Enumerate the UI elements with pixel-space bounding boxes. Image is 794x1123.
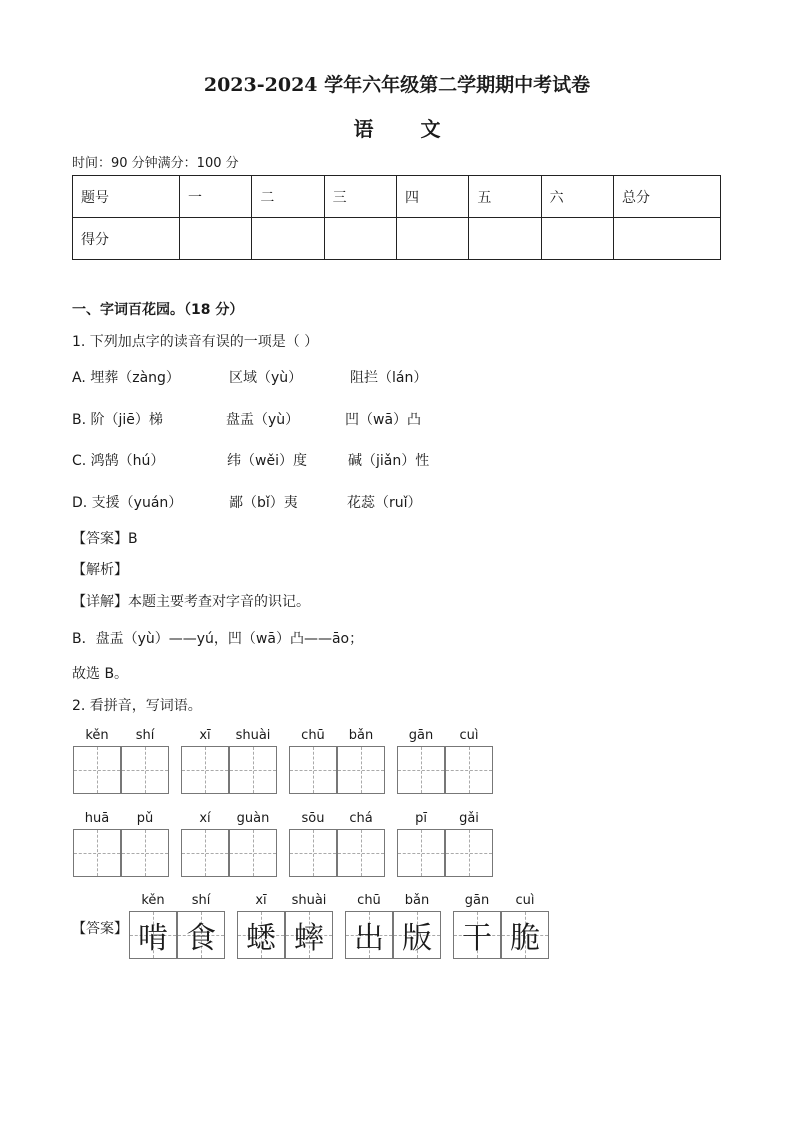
- score-input-cell[interactable]: [252, 218, 324, 260]
- pinyin-label: chá: [349, 811, 373, 826]
- writing-box[interactable]: [121, 829, 169, 877]
- writing-box[interactable]: [229, 829, 277, 877]
- table-cell: 五: [469, 176, 541, 218]
- answer-box: [501, 911, 549, 959]
- table-cell: 得分: [73, 218, 180, 260]
- writing-box[interactable]: [397, 746, 445, 794]
- score-input-cell[interactable]: [396, 218, 468, 260]
- option-a-item-2: 区域（yù）: [229, 370, 303, 386]
- table-cell: 题号: [73, 176, 180, 218]
- writing-box[interactable]: [121, 746, 169, 794]
- score-input-cell[interactable]: [614, 218, 721, 260]
- score-table-score-row: [73, 218, 721, 260]
- option-d-item-2: 鄙（bǐ）夷: [229, 495, 298, 511]
- writing-box[interactable]: [73, 746, 121, 794]
- option-a-item-3: 阻拦（lán）: [350, 370, 428, 386]
- pinyin-label: kěn: [85, 728, 109, 743]
- pinyin-label: pǔ: [136, 811, 154, 826]
- answer-box: [285, 911, 333, 959]
- answer-char: 出: [354, 921, 384, 956]
- writing-box[interactable]: [181, 746, 229, 794]
- score-input-cell[interactable]: [541, 218, 613, 260]
- analysis-label: 【解析】: [72, 562, 128, 578]
- option-c-item-2: 纬（wěi）度: [227, 453, 307, 469]
- answer-box: [177, 911, 225, 959]
- answer-box: [345, 911, 393, 959]
- pinyin-label: gān: [464, 893, 490, 908]
- pinyin-label: xí: [199, 811, 211, 826]
- pinyin-label: pī: [415, 811, 427, 826]
- answer-2-label: 【答案】: [72, 921, 128, 937]
- question-2-stem: 2. 看拼音，写词语。: [72, 698, 202, 714]
- answer-char: 版: [402, 921, 432, 956]
- answer-box: [237, 911, 285, 959]
- option-d-item-3: 花蕊（ruǐ）: [347, 495, 422, 511]
- pinyin-label: shí: [191, 893, 211, 908]
- pinyin-label: gān: [408, 728, 434, 743]
- answer-char: 干: [462, 921, 492, 956]
- writing-box[interactable]: [181, 829, 229, 877]
- pinyin-label: shuài: [291, 893, 327, 908]
- answer-box: [453, 911, 501, 959]
- option-c-item-1: C. 鸿鹄（hú）: [72, 453, 165, 469]
- detail-text: 【详解】本题主要考查对字音的识记。: [72, 594, 310, 610]
- table-cell: 三: [324, 176, 396, 218]
- table-cell: 六: [541, 176, 613, 218]
- score-table: [72, 175, 721, 260]
- pinyin-label: shuài: [235, 728, 271, 743]
- pinyin-label: bǎn: [404, 893, 430, 908]
- pinyin-label: sōu: [301, 811, 325, 826]
- writing-box[interactable]: [337, 746, 385, 794]
- table-cell: 一: [180, 176, 252, 218]
- exam-meta: 时间：90 分钟满分：100 分: [72, 156, 239, 171]
- option-b-item-2: 盘盂（yù）: [226, 412, 300, 428]
- answer-1: 【答案】B: [72, 531, 138, 547]
- writing-box[interactable]: [289, 746, 337, 794]
- option-b-item-1: B. 阶（jiē）梯: [72, 412, 163, 428]
- option-b-item-3: 凹（wā）凸: [345, 412, 422, 428]
- pinyin-label: chū: [301, 728, 325, 743]
- pinyin-label: kěn: [141, 893, 165, 908]
- answer-char: 脆: [510, 921, 540, 956]
- writing-box[interactable]: [229, 746, 277, 794]
- answer-char: 啃: [138, 921, 168, 956]
- writing-box[interactable]: [397, 829, 445, 877]
- pinyin-label: xī: [255, 893, 267, 908]
- table-cell: 四: [396, 176, 468, 218]
- answer-char: 食: [186, 921, 216, 956]
- score-input-cell[interactable]: [469, 218, 541, 260]
- writing-box[interactable]: [289, 829, 337, 877]
- answer-char: 蟀: [294, 921, 324, 956]
- answer-char: 蟋: [246, 921, 276, 956]
- exam-title: 2023-2024 学年六年级第二学期期中考试卷: [203, 74, 591, 96]
- answer-box: [129, 911, 177, 959]
- pinyin-label: gǎi: [459, 811, 479, 826]
- pinyin-label: cuì: [515, 893, 535, 908]
- writing-box[interactable]: [445, 829, 493, 877]
- subject-title: 语 文: [353, 117, 461, 141]
- score-table-header-row: [73, 176, 721, 218]
- pinyin-label: bǎn: [348, 728, 374, 743]
- pinyin-label: huā: [84, 811, 110, 826]
- pinyin-label: xī: [199, 728, 211, 743]
- conclusion-text: 故选 B。: [72, 666, 129, 682]
- pinyin-label: cuì: [459, 728, 479, 743]
- table-cell: 总分: [614, 176, 721, 218]
- pinyin-label: shí: [135, 728, 155, 743]
- pinyin-label: guàn: [236, 811, 270, 826]
- table-cell: 二: [252, 176, 324, 218]
- option-d-item-1: D. 支援（yuán）: [72, 495, 183, 511]
- writing-box[interactable]: [445, 746, 493, 794]
- explain-text: B．盘盂（yù）——yú，凹（wā）凸——āo；: [72, 631, 364, 647]
- writing-box[interactable]: [337, 829, 385, 877]
- section-heading: 一、字词百花园。（18 分）: [72, 302, 244, 318]
- option-c-item-3: 碱（jiǎn）性: [348, 453, 430, 469]
- score-input-cell[interactable]: [324, 218, 396, 260]
- pinyin-label: chū: [357, 893, 381, 908]
- option-a-item-1: A. 埋葬（zàng）: [72, 370, 180, 386]
- score-input-cell[interactable]: [180, 218, 252, 260]
- answer-box: [393, 911, 441, 959]
- question-1-stem: 1. 下列加点字的读音有误的一项是（ ）: [72, 334, 319, 350]
- writing-box[interactable]: [73, 829, 121, 877]
